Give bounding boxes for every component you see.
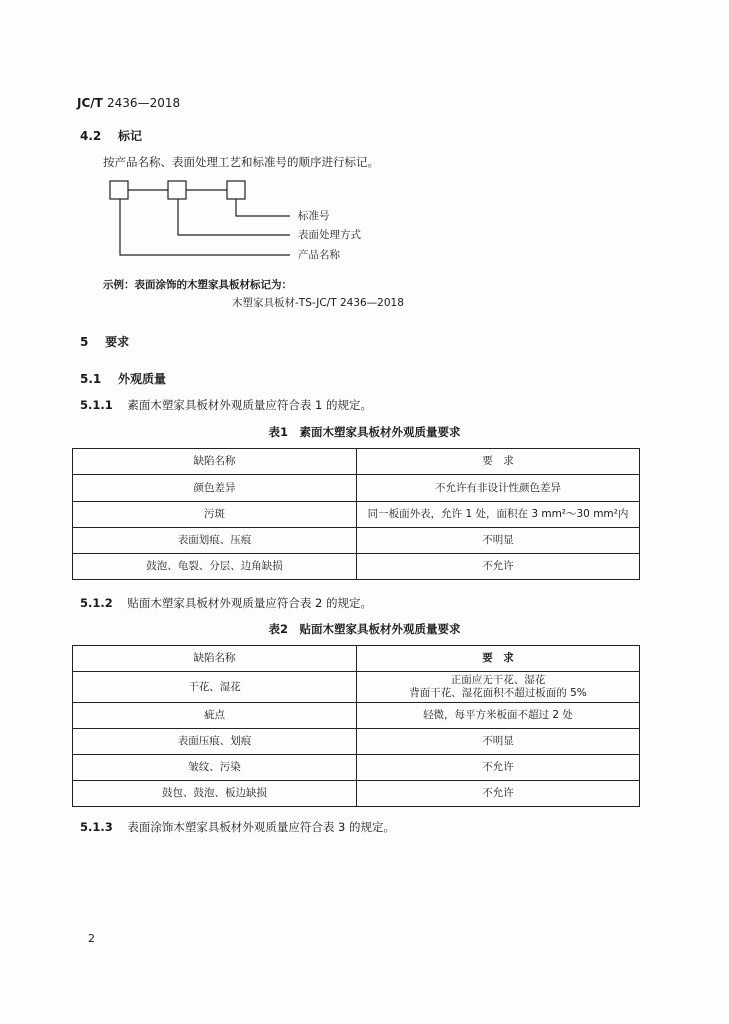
page-number: 2 (88, 932, 95, 945)
section-5-heading (80, 333, 129, 350)
table-cell: 不明显 (357, 528, 640, 554)
table-cell (357, 672, 640, 703)
standard-number: 2436—2018 (107, 96, 181, 110)
table-cell: 不允许 (357, 554, 640, 580)
box-standard-number (227, 181, 245, 199)
table-cell: 污斑 (73, 502, 357, 528)
table-cell: 鼓包、鼓泡、板边缺损 (73, 781, 357, 807)
section-number: 5.1.3 (80, 820, 113, 834)
box-product-name (110, 181, 128, 199)
table-cell: 疵点 (73, 703, 357, 729)
section-title: 标记 (117, 129, 142, 143)
section-5-1-2 (80, 595, 372, 611)
table-row (73, 528, 640, 554)
table-cell: 表面划痕、压痕 (73, 528, 357, 554)
section-text: 贴面木塑家具板材外观质量应符合表 2 的规定。 (127, 596, 373, 610)
table2 (72, 645, 640, 807)
table-cell: 颜色差异 (73, 475, 357, 502)
section-text: 表面涂饰木塑家具板材外观质量应符合表 3 的规定。 (127, 820, 395, 834)
table-cell: 不明显 (357, 729, 640, 755)
header-cell: 要 求 (357, 646, 640, 672)
table1 (72, 448, 640, 580)
marking-diagram-lines (100, 178, 400, 268)
label-product-name: 产品名称 (298, 249, 340, 261)
section-number: 5 (80, 335, 89, 349)
table-header-row (73, 449, 640, 475)
section-5-1-3 (80, 819, 395, 835)
standard-header (77, 96, 180, 110)
table-row (73, 781, 640, 807)
section-title: 要求 (105, 335, 130, 349)
section-number: 4.2 (80, 129, 102, 143)
header-cell: 缺陷名称 (73, 646, 357, 672)
table2-caption: 表2 贴面木塑家具板材外观质量要求 (268, 622, 461, 636)
table-cell: 鼓泡、龟裂、分层、边角缺损 (73, 554, 357, 580)
section-number: 5.1 (80, 372, 102, 386)
section-5-1-heading (80, 370, 166, 387)
section-number: 5.1.2 (80, 596, 113, 610)
requirement-line: 背面干花、湿花面积不超过板面的 5% (409, 687, 587, 699)
marking-diagram (100, 178, 400, 268)
table-cell: 表面压痕、划痕 (73, 729, 357, 755)
label-standard-number: 标准号 (298, 210, 330, 222)
label-surface-treatment: 表面处理方式 (298, 229, 361, 241)
section-number: 5.1.1 (80, 398, 113, 412)
table-row (73, 755, 640, 781)
table-row (73, 554, 640, 580)
table-cell: 不允许 (357, 781, 640, 807)
section-5-1-1 (80, 397, 372, 413)
table-cell: 轻微，每平方米板面不超过 2 处 (357, 703, 640, 729)
header-cell: 要 求 (357, 449, 640, 475)
table-cell: 不允许 (357, 755, 640, 781)
section-title: 外观质量 (117, 372, 166, 386)
table-cell: 皱纹、污染 (73, 755, 357, 781)
box-surface-treatment (168, 181, 186, 199)
header-cell: 缺陷名称 (73, 449, 357, 475)
table-header-row (73, 646, 640, 672)
section-4-2-heading (80, 127, 142, 144)
table-row (73, 672, 640, 703)
table-row (73, 703, 640, 729)
example-value: 木塑家具板材-TS-JC/T 2436—2018 (232, 297, 404, 309)
section-4-2-text: 按产品名称、表面处理工艺和标准号的顺序进行标记。 (103, 155, 379, 169)
table-cell: 不允许有非设计性颜色差异 (357, 475, 640, 502)
table1-caption: 表1 素面木塑家具板材外观质量要求 (268, 425, 461, 439)
example-label: 示例：表面涂饰的木塑家具板材标记为： (103, 279, 292, 291)
requirement-line: 正面应无干花、湿花 (450, 674, 546, 686)
table-cell: 干花、湿花 (73, 672, 357, 703)
section-text: 素面木塑家具板材外观质量应符合表 1 的规定。 (127, 398, 373, 412)
standard-code: JC/T (77, 96, 103, 110)
table-row (73, 502, 640, 528)
table-row (73, 475, 640, 502)
table-cell: 同一板面外表，允许 1 处，面积在 3 mm²～30 mm²内 (357, 502, 640, 528)
table-row (73, 729, 640, 755)
